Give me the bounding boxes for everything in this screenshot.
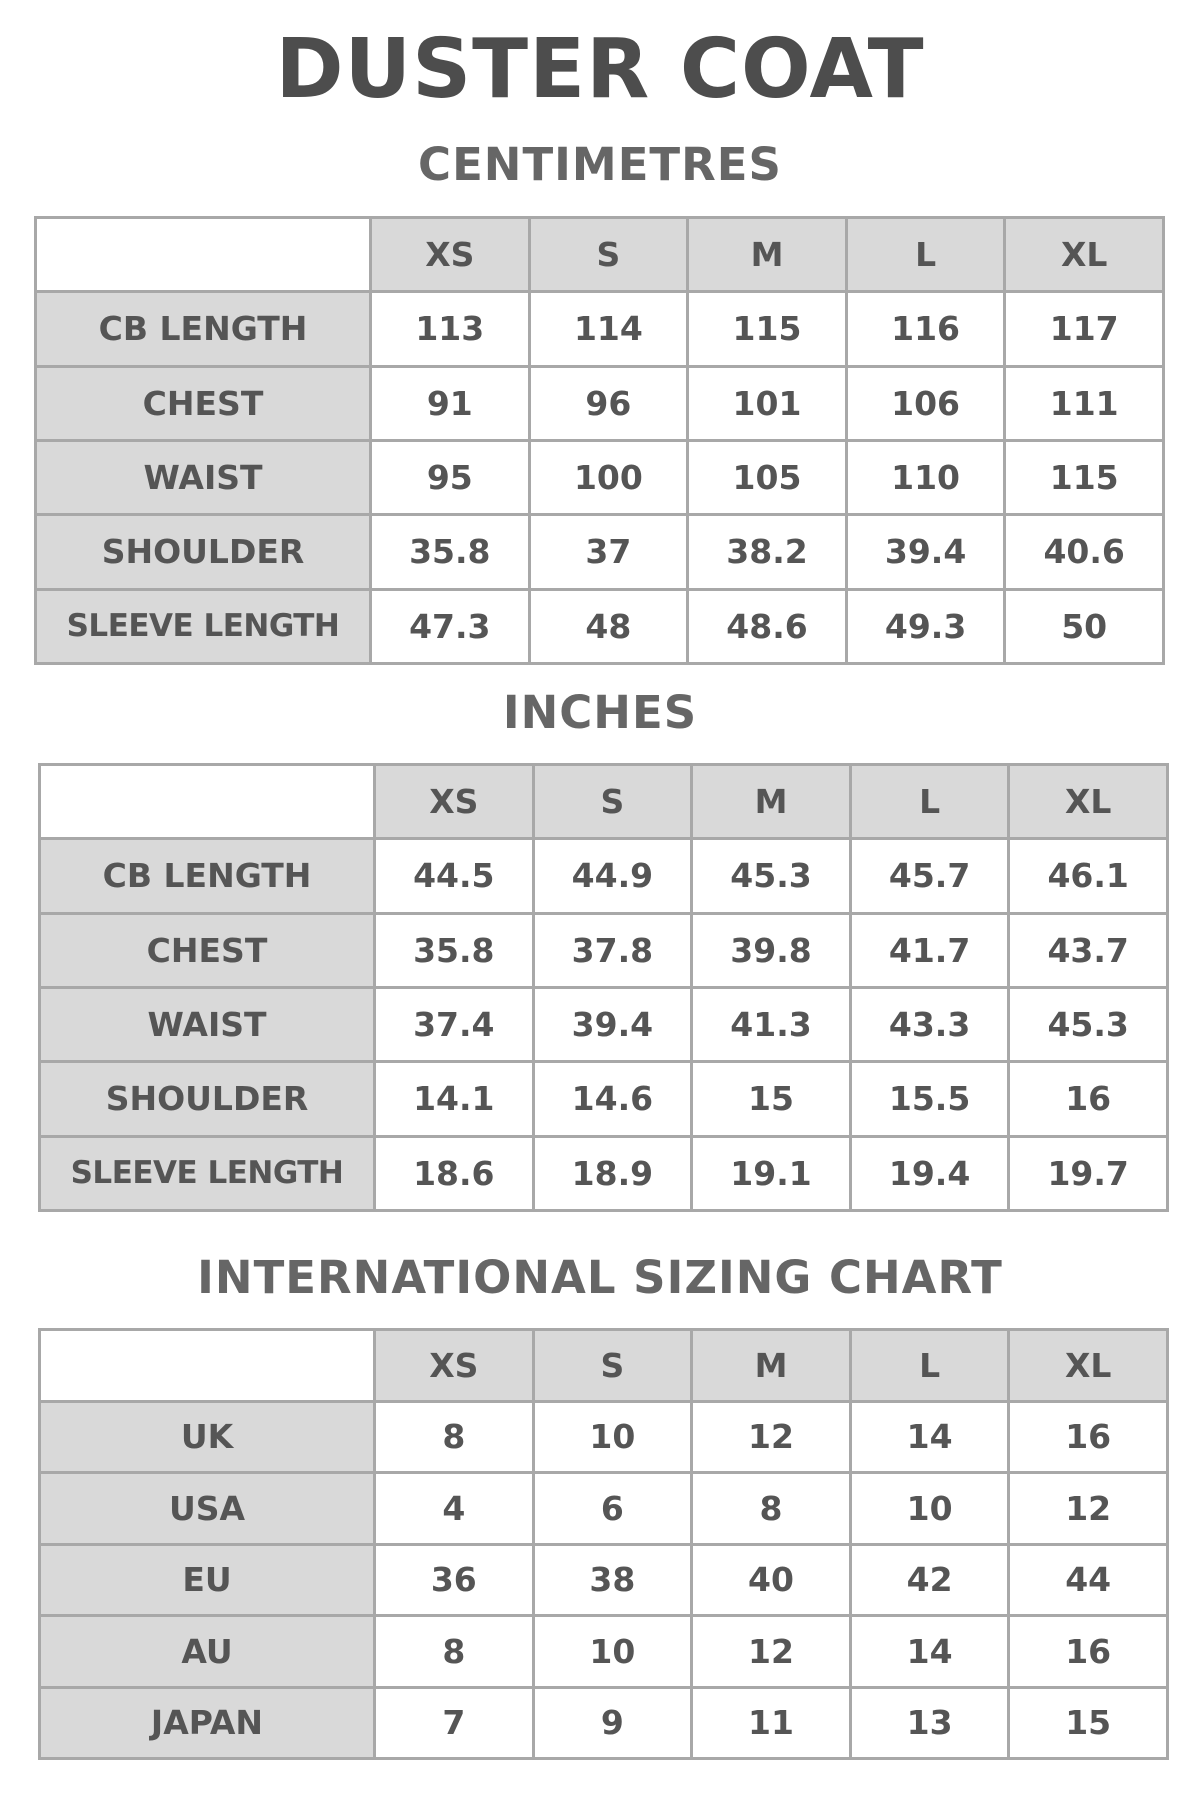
table-cell: 19.7 — [1009, 1136, 1168, 1210]
table-row — [40, 1616, 1168, 1688]
table-row — [40, 913, 1168, 987]
table-row — [40, 1687, 1168, 1759]
table-cell: 35.8 — [371, 515, 530, 589]
table-cell: 39.4 — [533, 987, 692, 1061]
row-label: CB LENGTH — [36, 292, 371, 366]
table-centimetres — [34, 216, 1165, 665]
table-row — [36, 366, 1164, 440]
table-cell: 10 — [850, 1473, 1009, 1545]
size-header-l: L — [850, 765, 1009, 839]
table-cell: 8 — [375, 1401, 534, 1473]
table-cell: 9 — [533, 1687, 692, 1759]
corner-cell — [40, 765, 375, 839]
table-cell: 106 — [846, 366, 1005, 440]
size-header-s: S — [533, 765, 692, 839]
table-cell: 40.6 — [1005, 515, 1164, 589]
table-cell: 6 — [533, 1473, 692, 1545]
table-cell: 49.3 — [846, 589, 1005, 663]
corner-cell — [40, 1330, 375, 1402]
table-cell: 16 — [1009, 1401, 1168, 1473]
row-label: WAIST — [36, 440, 371, 514]
table-cell: 110 — [846, 440, 1005, 514]
table-cell: 43.7 — [1009, 913, 1168, 987]
table-cell: 37.4 — [375, 987, 534, 1061]
row-label: UK — [40, 1401, 375, 1473]
table-cell: 44.5 — [375, 839, 534, 913]
row-label: USA — [40, 1473, 375, 1545]
table-row — [40, 1136, 1168, 1210]
table-cell: 100 — [529, 440, 688, 514]
table-cell: 115 — [688, 292, 847, 366]
table-cell: 14 — [850, 1616, 1009, 1688]
size-header-xs: XS — [371, 218, 530, 292]
size-header-xl: XL — [1009, 765, 1168, 839]
size-header-xl: XL — [1005, 218, 1164, 292]
table-row — [36, 292, 1164, 366]
table-cell: 115 — [1005, 440, 1164, 514]
table-cell: 44 — [1009, 1544, 1168, 1616]
table-cell: 48 — [529, 589, 688, 663]
table-cell: 105 — [688, 440, 847, 514]
row-label: WAIST — [40, 987, 375, 1061]
table-cell: 116 — [846, 292, 1005, 366]
table-cell: 18.6 — [375, 1136, 534, 1210]
size-header-l: L — [846, 218, 1005, 292]
table-cell: 45.3 — [1009, 987, 1168, 1061]
section-heading-international: INTERNATIONAL SIZING CHART — [197, 1251, 1003, 1304]
size-header-l: L — [850, 1330, 1009, 1402]
table-cell: 45.7 — [850, 839, 1009, 913]
page-title: DUSTER COAT — [275, 22, 925, 117]
table-cell: 95 — [371, 440, 530, 514]
table-cell: 44.9 — [533, 839, 692, 913]
row-label: SHOULDER — [40, 1062, 375, 1136]
table-cell: 8 — [375, 1616, 534, 1688]
row-label: SLEEVE LENGTH — [40, 1136, 375, 1210]
table-cell: 113 — [371, 292, 530, 366]
row-label: JAPAN — [40, 1687, 375, 1759]
size-header-xs: XS — [375, 765, 534, 839]
size-header-xs: XS — [375, 1330, 534, 1402]
size-header-s: S — [529, 218, 688, 292]
table-cell: 37.8 — [533, 913, 692, 987]
table-cell: 40 — [692, 1544, 851, 1616]
table-cell: 16 — [1009, 1616, 1168, 1688]
table-cell: 10 — [533, 1616, 692, 1688]
row-label: SHOULDER — [36, 515, 371, 589]
table-cell: 16 — [1009, 1062, 1168, 1136]
table-cell: 14.1 — [375, 1062, 534, 1136]
table-row — [40, 1473, 1168, 1545]
table-row — [36, 440, 1164, 514]
row-label: AU — [40, 1616, 375, 1688]
table-cell: 8 — [692, 1473, 851, 1545]
table-cell: 15 — [1009, 1687, 1168, 1759]
table-cell: 19.4 — [850, 1136, 1009, 1210]
table-cell: 101 — [688, 366, 847, 440]
table-cell: 11 — [692, 1687, 851, 1759]
table-cell: 14 — [850, 1401, 1009, 1473]
table-cell: 41.3 — [692, 987, 851, 1061]
table-row — [40, 987, 1168, 1061]
table-header-row — [36, 218, 1164, 292]
table-cell: 19.1 — [692, 1136, 851, 1210]
table-cell: 37 — [529, 515, 688, 589]
table-cell: 14.6 — [533, 1062, 692, 1136]
table-cell: 96 — [529, 366, 688, 440]
table-cell: 13 — [850, 1687, 1009, 1759]
table-row — [40, 1401, 1168, 1473]
table-cell: 39.4 — [846, 515, 1005, 589]
table-header-row — [40, 765, 1168, 839]
size-header-xl: XL — [1009, 1330, 1168, 1402]
row-label: SLEEVE LENGTH — [36, 589, 371, 663]
table-inches — [38, 763, 1169, 1212]
table-cell: 15.5 — [850, 1062, 1009, 1136]
table-cell: 12 — [692, 1401, 851, 1473]
table-row — [36, 589, 1164, 663]
table-cell: 12 — [1009, 1473, 1168, 1545]
table-cell: 111 — [1005, 366, 1164, 440]
table-cell: 48.6 — [688, 589, 847, 663]
table-cell: 45.3 — [692, 839, 851, 913]
table-cell: 46.1 — [1009, 839, 1168, 913]
table-cell: 39.8 — [692, 913, 851, 987]
table-cell: 4 — [375, 1473, 534, 1545]
table-cell: 43.3 — [850, 987, 1009, 1061]
section-heading-centimetres: CENTIMETRES — [418, 138, 782, 191]
table-cell: 7 — [375, 1687, 534, 1759]
table-header-row — [40, 1330, 1168, 1402]
size-header-m: M — [688, 218, 847, 292]
row-label: EU — [40, 1544, 375, 1616]
table-cell: 10 — [533, 1401, 692, 1473]
table-row — [40, 839, 1168, 913]
table-cell: 38 — [533, 1544, 692, 1616]
table-row — [40, 1544, 1168, 1616]
table-cell: 41.7 — [850, 913, 1009, 987]
table-row — [40, 1062, 1168, 1136]
table-international — [38, 1328, 1169, 1760]
row-label: CHEST — [40, 913, 375, 987]
size-header-m: M — [692, 1330, 851, 1402]
table-cell: 42 — [850, 1544, 1009, 1616]
row-label: CHEST — [36, 366, 371, 440]
table-cell: 91 — [371, 366, 530, 440]
table-cell: 47.3 — [371, 589, 530, 663]
table-cell: 35.8 — [375, 913, 534, 987]
table-row — [36, 515, 1164, 589]
table-cell: 114 — [529, 292, 688, 366]
section-heading-inches: INCHES — [502, 686, 698, 739]
table-cell: 117 — [1005, 292, 1164, 366]
corner-cell — [36, 218, 371, 292]
table-cell: 15 — [692, 1062, 851, 1136]
size-header-m: M — [692, 765, 851, 839]
table-cell: 36 — [375, 1544, 534, 1616]
table-cell: 18.9 — [533, 1136, 692, 1210]
table-cell: 38.2 — [688, 515, 847, 589]
size-header-s: S — [533, 1330, 692, 1402]
row-label: CB LENGTH — [40, 839, 375, 913]
table-cell: 12 — [692, 1616, 851, 1688]
table-cell: 50 — [1005, 589, 1164, 663]
